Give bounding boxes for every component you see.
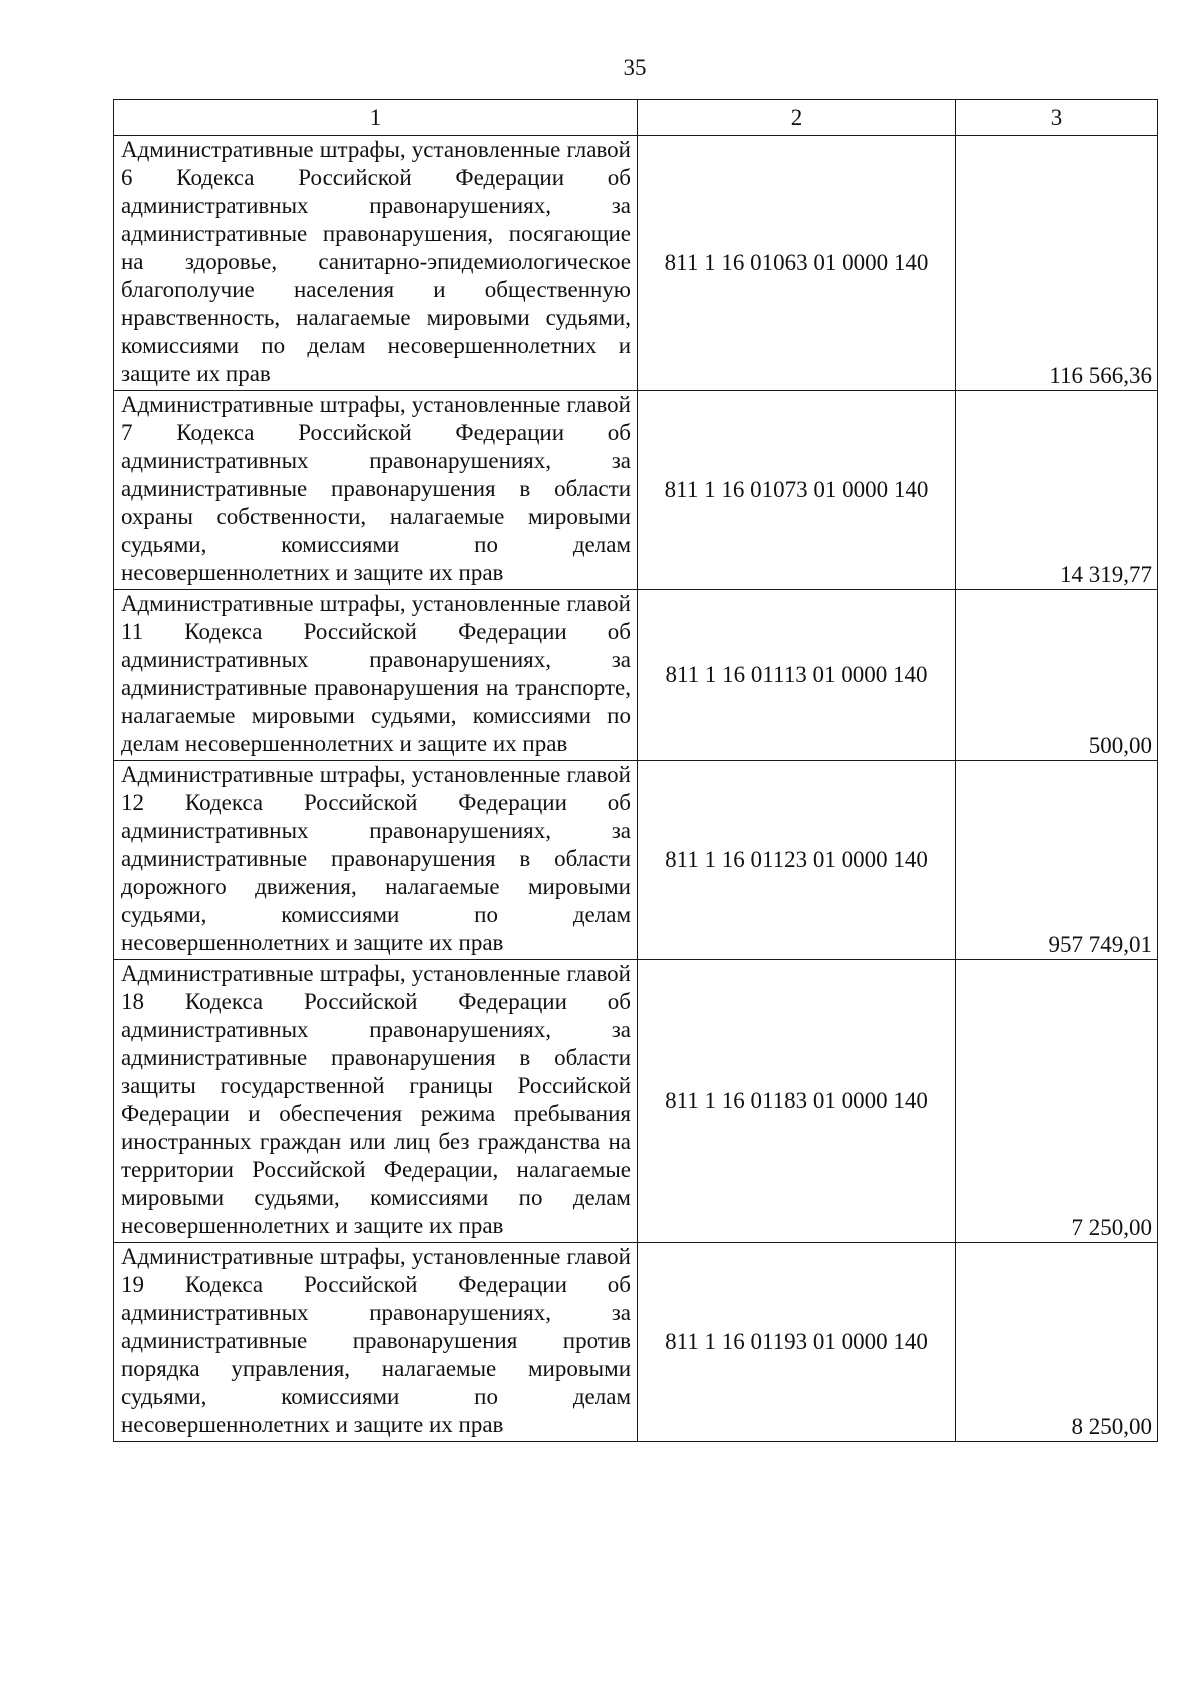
table-row: [114, 590, 1158, 761]
row-budget-code: 811 1 16 01063 01 0000 140: [638, 136, 956, 391]
row-description: Административные штрафы, установленные главой 19 Кодекса Российской Федерации об административных правонарушениях, за административные правонарушения против порядка управления, налагаемые мировыми судьями, комиссиями по делам несовершеннолетних и защите их прав: [114, 1243, 638, 1442]
row-description: Административные штрафы, установленные главой 12 Кодекса Российской Федерации об административных правонарушениях, за административные правонарушения в области дорожного движения, налагаемые мировыми судьями, комиссиями по делам несовершеннолетних и защите их прав: [114, 761, 638, 960]
table-row: [114, 761, 1158, 960]
page-number: 35: [623, 55, 647, 80]
row-amount: 957 749,01: [956, 761, 1158, 960]
column-header-1: 1: [114, 100, 638, 136]
row-amount: 500,00: [956, 590, 1158, 761]
row-description: Административные штрафы, установленные главой 6 Кодекса Российской Федерации об административных правонарушениях, за административные правонарушения, посягающие на здоровье, санитарно-эпидемиологическое благополучие населения и общественную нравственность, налагаемые мировыми судьями, комиссиями по делам несовершеннолетних и защите их прав: [114, 136, 638, 391]
row-budget-code: 811 1 16 01193 01 0000 140: [638, 1243, 956, 1442]
column-header-2: 2: [638, 100, 956, 136]
row-amount: 8 250,00: [956, 1243, 1158, 1442]
table-row: [114, 136, 1158, 391]
table-row: [114, 391, 1158, 590]
row-amount: 14 319,77: [956, 391, 1158, 590]
row-budget-code: 811 1 16 01123 01 0000 140: [638, 761, 956, 960]
row-amount: 116 566,36: [956, 136, 1158, 391]
row-amount: 7 250,00: [956, 960, 1158, 1243]
row-description: Административные штрафы, установленные главой 18 Кодекса Российской Федерации об административных правонарушениях, за административные правонарушения в области защиты государственной границы Российской Федерации и обеспечения режима пребывания иностранных граждан или лиц без гражданства на территории Российской Федерации, налагаемые мировыми судьями, комиссиями по делам несовершеннолетних и защите их прав: [114, 960, 638, 1243]
table-row: [114, 1243, 1158, 1442]
row-budget-code: 811 1 16 01183 01 0000 140: [638, 960, 956, 1243]
budget-table: [113, 99, 1158, 1442]
row-budget-code: 811 1 16 01073 01 0000 140: [638, 391, 956, 590]
row-budget-code: 811 1 16 01113 01 0000 140: [638, 590, 956, 761]
row-description: Административные штрафы, установленные главой 11 Кодекса Российской Федерации об административных правонарушениях, за административные правонарушения на транспорте, налагаемые мировыми судьями, комиссиями по делам несовершеннолетних и защите их прав: [114, 590, 638, 761]
row-description: Административные штрафы, установленные главой 7 Кодекса Российской Федерации об административных правонарушениях, за административные правонарушения в области охраны собственности, налагаемые мировыми судьями, комиссиями по делам несовершеннолетних и защите их прав: [114, 391, 638, 590]
column-header-3: 3: [956, 100, 1158, 136]
header-row: [114, 100, 1158, 136]
table-row: [114, 960, 1158, 1243]
